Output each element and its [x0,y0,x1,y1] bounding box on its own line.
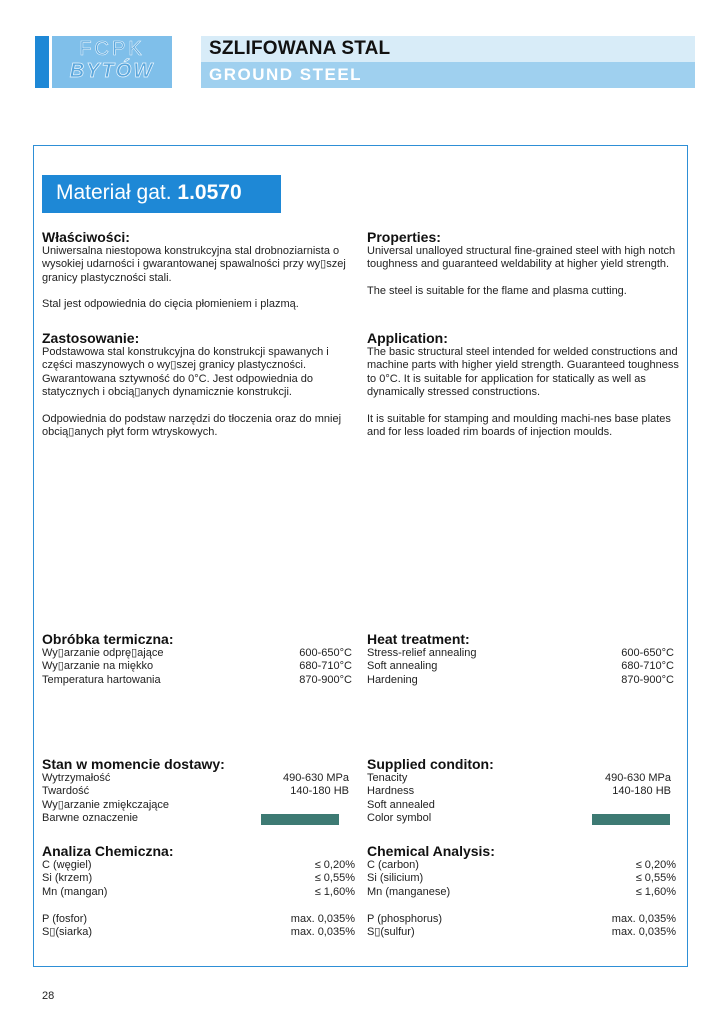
chem-heading-en: Chemical Analysis: [367,843,495,859]
chem-row [367,926,676,939]
chem-row [42,859,355,872]
application-note-en: It is suitable for stamping and moulding machi-nes base plates and for less loaded rim boards of injection moulds. [367,412,671,439]
heat-value: 870-900°C [621,673,674,686]
chem-value: ≤ 0,55% [635,872,676,885]
chem-row [42,886,355,899]
supply-heading-en: Supplied conditon: [367,756,494,772]
page-number: 28 [42,990,55,1002]
supply-value: 490-630 MPa [604,772,671,784]
properties-heading-pl: Właściwości: [42,229,130,245]
logo-accent-bar [35,36,49,88]
heat-label: Temperatura hartowania [42,673,161,686]
chem-row [42,872,355,885]
heat-value: 680-710°C [621,660,674,673]
application-section-en [367,330,679,439]
chem-row [367,859,676,872]
logo-line-2: BYTÓW [69,60,155,82]
chem-label: C (carbon) [367,859,419,871]
properties-note-en: The steel is suitable for the flame and plasma cutting. [367,284,627,297]
supply-label: Color symbol [367,812,432,825]
material-title [56,181,242,205]
heat-row [42,660,352,673]
chemical-analysis-pl [42,843,355,939]
supply-row [367,772,671,785]
application-text-en: The basic structural steel intended for welded constructions and machine parts with higher yield strength. Guaranteed toughness to 0°C. It is suitable for application for statically as well as dynamically stressed constructions. [367,346,679,399]
application-heading-pl: Zastosowanie: [42,330,140,346]
chem-heading-pl: Analiza Chemiczna: [42,843,174,859]
title-banner-pl [201,36,695,62]
properties-section-pl [42,229,358,312]
heat-label: Stress-relief annealing [367,647,477,659]
heat-value: 680-710°C [299,660,352,673]
supply-row [42,799,349,812]
heat-row [42,674,352,687]
chem-row [367,913,676,926]
supply-row [367,799,671,812]
heat-row [367,674,674,687]
chem-label: S▯(siarka) [42,925,93,938]
chem-value: max. 0,035% [611,912,676,925]
application-note-pl: Odpowiednia do podstaw narzędzi do tłoczenia oraz do mniej obcią▯anych płyt form wtryskowych. [42,412,342,439]
material-grade: 1.0570 [177,181,242,204]
chem-label: Mn (manganese) [367,885,451,898]
chem-label: Si (silicium) [367,872,424,885]
properties-note-pl: Stal jest odpowiednia do cięcia płomieniem i plazmą. [42,298,299,311]
chem-row [367,886,676,899]
color-symbol-swatch [592,814,670,825]
chem-label: S▯(sulfur) [367,925,415,938]
chem-value: max. 0,035% [611,925,676,938]
heat-row [367,647,674,660]
heat-treatment-en [367,631,674,687]
supply-value: 140-180 HB [290,785,349,798]
page-title-pl: SZLIFOWANA STAL [209,38,391,59]
heat-label: Soft annealing [367,660,438,673]
chem-label: Si (krzem) [42,872,93,885]
supply-value: 490-630 MPa [282,772,349,784]
chem-value: ≤ 0,55% [314,872,355,885]
application-heading-en: Application: [367,330,448,346]
chem-row [42,913,355,926]
supply-label: Soft annealed [367,798,435,811]
heat-label: Wy▯arzanie na miękko [42,660,154,673]
color-symbol-swatch [261,814,339,825]
supply-row [42,772,349,785]
chem-value: max. 0,035% [290,912,355,925]
chem-value: ≤ 0,20% [314,859,355,871]
chemical-analysis-en [367,843,676,939]
chem-label: P (fosfor) [42,912,88,925]
properties-heading-en: Properties: [367,229,441,245]
supply-label: Twardość [42,785,90,798]
chem-label: C (węgiel) [42,859,92,871]
heat-value: 600-650°C [299,647,352,659]
supply-condition-pl [42,756,349,826]
properties-section-en [367,229,681,298]
heat-label: Wy▯arzanie odprę▯ające [42,647,164,659]
application-text-pl: Podstawowa stal konstrukcyjna do konstrukcji spawanych i części maszynowych o wy▯szej granicy plastyczności. Gwarantowana sztywność do 0°C. Jest odpowiednia do statycznych i obcią▯anych dynamicznie konstrukcji. [42,346,329,399]
heat-value: 870-900°C [299,673,352,686]
heat-treatment-pl [42,631,352,687]
heat-row [367,660,674,673]
supply-row [42,812,349,825]
heat-row [42,647,352,660]
supply-row [42,785,349,798]
supply-condition-en [367,756,671,826]
heat-heading-pl: Obróbka termiczna: [42,631,174,647]
supply-label: Wytrzymałość [42,772,111,784]
supply-label: Tenacity [367,772,408,784]
chem-value: ≤ 1,60% [635,885,676,898]
page-title-en: GROUND STEEL [209,65,363,84]
chem-value: max. 0,035% [290,925,355,938]
heat-value: 600-650°C [621,647,674,659]
material-grade-banner [42,175,281,213]
logo-line-1: FCPK [79,38,145,60]
heat-label: Hardening [367,673,418,686]
chem-row [42,926,355,939]
chem-row [367,872,676,885]
supply-value: 140-180 HB [612,785,671,798]
heat-heading-en: Heat treatment: [367,631,470,647]
supply-heading-pl: Stan w momencie dostawy: [42,756,225,772]
chem-label: P (phosphorus) [367,912,443,925]
properties-text-pl: Uniwersalna niestopowa konstrukcyjna stal drobnoziarnista o wysokiej udarności i gwarantowanej spawalności przy wy▯szej granicy plastyczności stali. [42,245,346,284]
supply-label: Hardness [367,785,415,798]
properties-text-en: Universal unalloyed structural fine-grained steel with high notch toughness and guaranteed weldability at higher yield strength. [367,245,676,271]
supply-row [367,812,671,825]
chem-value: ≤ 0,20% [635,859,676,871]
application-section-pl [42,330,358,439]
chem-label: Mn (mangan) [42,885,108,898]
supply-label: Wy▯arzanie zmiękczające [42,798,169,811]
title-banner-en [201,62,695,88]
supply-row [367,785,671,798]
chem-value: ≤ 1,60% [314,885,355,898]
material-prefix: Materiał gat. [56,181,172,204]
company-logo [52,36,172,88]
supply-label: Barwne oznaczenie [42,812,139,825]
